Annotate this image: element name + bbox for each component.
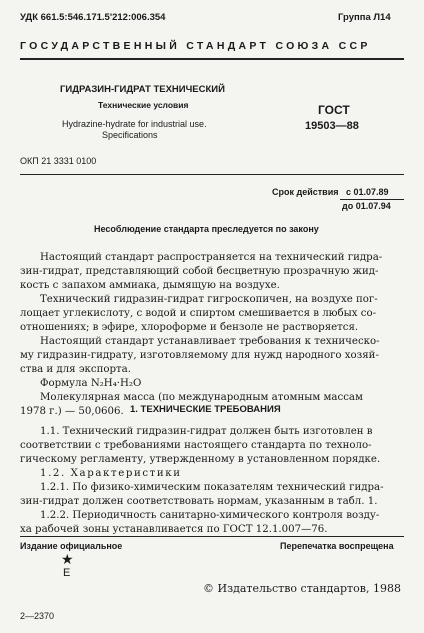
document-title: ГИДРАЗИН-ГИДРАТ ТЕХНИЧЕСКИЙ bbox=[60, 84, 225, 95]
section-line: 1.2.2. Периодичность санитарно-химического контроля возду- bbox=[40, 510, 380, 521]
print-code: 2—2370 bbox=[20, 611, 55, 621]
chemical-formula: Формула N₂H₄·H₂O bbox=[40, 378, 142, 389]
intro-line: Молекулярная масса (по международным атомным массам bbox=[40, 392, 363, 403]
section-line: гическому регламенту, утвержденному в установленном порядке. bbox=[20, 454, 381, 465]
document-subtitle: Технические условия bbox=[98, 100, 189, 110]
subsection-heading: 1.2. Характеристики bbox=[40, 468, 182, 479]
gost-label: ГОСТ bbox=[318, 103, 350, 117]
edition-letter: Е bbox=[63, 567, 71, 579]
copyright: © Издательство стандартов, 1988 bbox=[203, 582, 401, 595]
validity-rule bbox=[340, 199, 404, 200]
intro-line: отношениях; в эфире, хлороформе и бензоле не растворяется. bbox=[20, 322, 359, 333]
legal-notice: Несоблюдение стандарта преследуется по закону bbox=[94, 224, 319, 234]
section-line: зин-гидрат должен соответствовать нормам, указанным в табл. 1. bbox=[20, 496, 378, 507]
section-heading: 1. ТЕХНИЧЕСКИЕ ТРЕБОВАНИЯ bbox=[130, 404, 281, 415]
gost-title: ГОСУДАРСТВЕННЫЙ СТАНДАРТ СОЮЗА ССР bbox=[20, 40, 371, 52]
section-line: ха рабочей зоны устанавливается по ГОСТ 12.1.007—76. bbox=[20, 524, 328, 535]
intro-text bbox=[20, 251, 398, 419]
validity-to: до 01.07.94 bbox=[342, 201, 391, 211]
star-icon: ★ bbox=[61, 552, 74, 568]
reprint-prohibited: Перепечатка воспрещена bbox=[280, 541, 394, 551]
intro-line: лощает углекислоту, с водой и спиртом смешивается в любых со- bbox=[20, 308, 377, 319]
section-line: 1.2.1. По физико-химическим показателям технический гидра- bbox=[40, 482, 384, 493]
intro-line: Настоящий стандарт устанавливает требования к техническо- bbox=[40, 336, 380, 347]
intro-line: кость с запахом аммиака, дымящую на воздухе. bbox=[20, 280, 280, 291]
validity-from: с 01.07.89 bbox=[346, 187, 389, 197]
intro-line: зин-гидрат, представляющий собой бесцветную прозрачную жид- bbox=[20, 266, 379, 277]
section-line: 1.1. Технический гидразин-гидрат должен быть изготовлен в bbox=[40, 426, 373, 437]
english-title: Hydrazine-hydrate for industrial use. bbox=[62, 119, 207, 129]
okp-rule bbox=[20, 174, 404, 175]
udk-code: УДК 661.5:546.171.5'212:006.354 bbox=[20, 12, 166, 23]
official-edition: Издание официальное bbox=[20, 541, 123, 551]
section-line: соответствии с требованиями настоящего стандарта по техноло- bbox=[20, 440, 372, 451]
intro-line: му гидразин-гидрату, изготовляемому для нужд народного хозяй- bbox=[20, 350, 379, 361]
intro-line: Настоящий стандарт распространяется на технический гидра- bbox=[40, 252, 383, 263]
footer-rule bbox=[20, 536, 404, 537]
intro-line: ства и для экспорта. bbox=[20, 364, 131, 375]
validity-label: Срок действия bbox=[272, 187, 339, 197]
okp-code: ОКП 21 3331 0100 bbox=[20, 156, 97, 166]
english-subtitle: Specifications bbox=[102, 130, 158, 140]
gost-number: 19503—88 bbox=[305, 120, 359, 132]
header-rule bbox=[20, 58, 404, 60]
section1-text bbox=[20, 425, 398, 537]
intro-line: 1978 г.) — 50,0606. bbox=[20, 406, 124, 417]
group-code: Группа Л14 bbox=[338, 12, 391, 23]
intro-line: Технический гидразин-гидрат гигроскопичен, на воздухе пог- bbox=[40, 294, 378, 305]
